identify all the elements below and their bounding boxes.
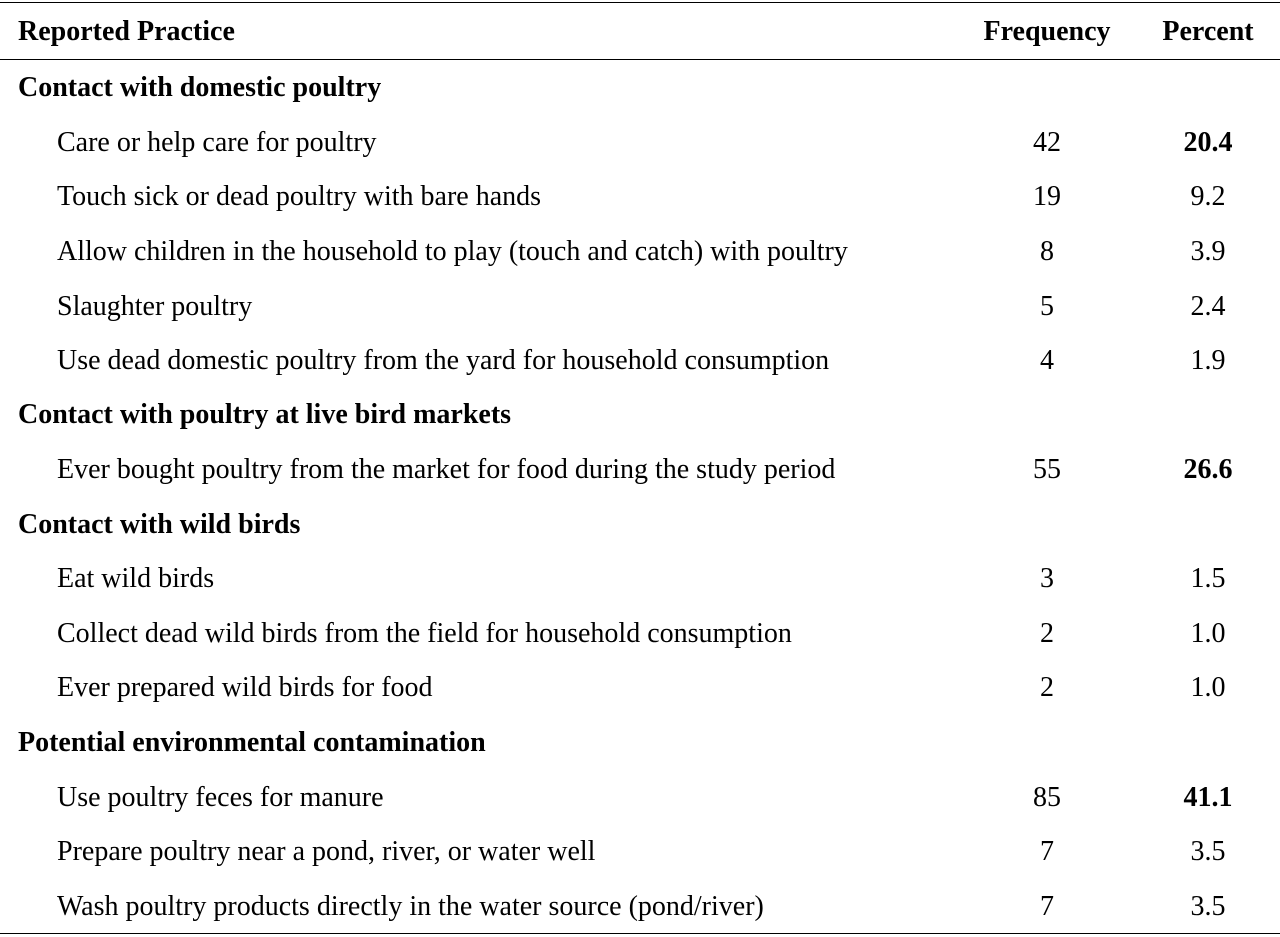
frequency-value: 8	[1040, 236, 1054, 267]
practice-label: Use dead domestic poultry from the yard for household consumption	[57, 345, 830, 376]
practice-label: Eat wild birds	[57, 563, 215, 594]
section-title: Contact with domestic poultry	[18, 72, 382, 103]
percent-value: 3.5	[1190, 836, 1226, 867]
percent-value: 1.9	[1190, 345, 1226, 376]
frequency-value: 19	[1033, 181, 1061, 212]
table-bottom-rule	[0, 933, 1280, 934]
practice-label: Use poultry feces for manure	[57, 782, 384, 813]
table-row	[0, 116, 1280, 170]
table-row	[0, 552, 1280, 606]
practice-label: Collect dead wild birds from the field for household consumption	[57, 618, 792, 649]
table-row	[0, 771, 1280, 825]
header-practice: Reported Practice	[18, 16, 235, 47]
table-row	[0, 334, 1280, 388]
table-row	[0, 225, 1280, 279]
section-row	[0, 716, 1280, 770]
percent-value: 9.2	[1190, 181, 1226, 212]
percent-value: 1.5	[1190, 563, 1226, 594]
percent-value: 20.4	[1183, 127, 1233, 158]
percent-value: 1.0	[1190, 672, 1226, 703]
header-percent: Percent	[1162, 16, 1254, 47]
percent-value: 2.4	[1190, 291, 1226, 322]
table-row	[0, 825, 1280, 879]
table-row	[0, 607, 1280, 661]
section-row	[0, 498, 1280, 552]
frequency-value: 2	[1040, 672, 1054, 703]
table-header-rule	[0, 59, 1280, 60]
section-title: Contact with wild birds	[18, 509, 301, 540]
practice-label: Slaughter poultry	[57, 291, 253, 322]
percent-value: 1.0	[1190, 618, 1226, 649]
frequency-value: 5	[1040, 291, 1054, 322]
practice-label: Touch sick or dead poultry with bare hands	[57, 181, 542, 212]
percent-value: 3.9	[1190, 236, 1226, 267]
table-row	[0, 443, 1280, 497]
percent-value: 26.6	[1183, 454, 1233, 485]
header-frequency: Frequency	[983, 16, 1111, 47]
percent-value: 41.1	[1183, 782, 1233, 813]
frequency-value: 3	[1040, 563, 1054, 594]
frequency-value: 4	[1040, 345, 1054, 376]
practice-label: Allow children in the household to play (touch and catch) with poultry	[57, 236, 848, 267]
table-row	[0, 661, 1280, 715]
frequency-value: 7	[1040, 891, 1054, 922]
frequency-value: 2	[1040, 618, 1054, 649]
percent-value: 3.5	[1190, 891, 1226, 922]
practice-label: Ever prepared wild birds for food	[57, 672, 433, 703]
section-title: Contact with poultry at live bird markets	[18, 399, 512, 430]
table-row	[0, 170, 1280, 224]
section-row	[0, 388, 1280, 442]
practice-label: Care or help care for poultry	[57, 127, 377, 158]
practice-label: Wash poultry products directly in the water source (pond/river)	[57, 891, 764, 922]
table-row	[0, 280, 1280, 334]
frequency-value: 85	[1033, 782, 1061, 813]
section-title: Potential environmental contamination	[18, 727, 486, 758]
practice-label: Ever bought poultry from the market for food during the study period	[57, 454, 836, 485]
table-row	[0, 880, 1280, 934]
frequency-value: 55	[1033, 454, 1061, 485]
practice-label: Prepare poultry near a pond, river, or water well	[57, 836, 596, 867]
frequency-value: 42	[1033, 127, 1061, 158]
table-top-rule	[0, 2, 1280, 3]
frequency-value: 7	[1040, 836, 1054, 867]
section-row	[0, 61, 1280, 115]
table-header-row	[0, 5, 1280, 59]
